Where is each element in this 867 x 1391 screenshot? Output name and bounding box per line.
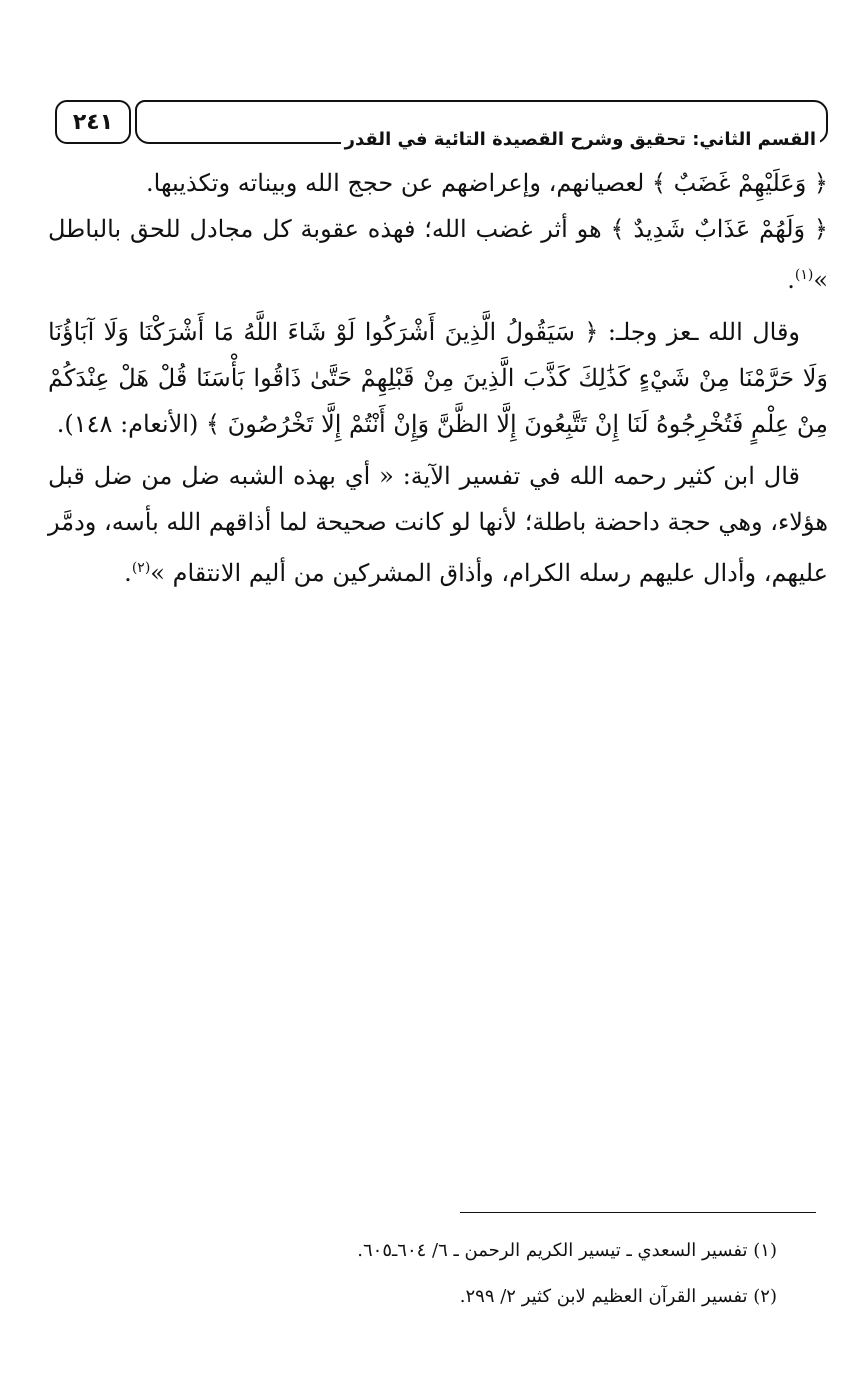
footnote-1: (١) تفسير السعدي ـ تيسير الكريم الرحمن ـ ٦/ ٦٠٤ـ٦٠٥. bbox=[357, 1240, 777, 1261]
footnote-ref-2: (٢) bbox=[131, 560, 151, 576]
page-number: ٢٤١ bbox=[72, 109, 114, 135]
footnote-separator bbox=[460, 1212, 816, 1213]
paragraph-ibn-kathir-text: قال ابن كثير رحمه الله في تفسير الآية: « أي بهذه الشبه ضل من ضل قبل هؤلاء، وهي حجة داحضة باطلة؛ لأنها لو كانت صحيحة لما أذاقهم الله بأسه، ودمَّر عليهم، وأدال عليهم رسله الكرام، وأذاق المشركين من أليم الانتقام » bbox=[48, 462, 828, 587]
running-title-box bbox=[135, 100, 828, 150]
footnote-ref-1: (١) bbox=[794, 267, 814, 283]
running-title: القسم الثاني: تحقيق وشرح القصيدة التائية في القدر bbox=[341, 129, 820, 150]
footnotes bbox=[97, 1228, 777, 1320]
paragraph-quran-quote: وقال الله ـعز وجلـ: ﴿ سَيَقُولُ الَّذِينَ أَشْرَكُوا لَوْ شَاءَ اللَّهُ مَا أَشْرَكْنَا وَلَا آبَاؤُنَا وَلَا حَرَّمْنَا مِنْ شَيْءٍ كَذَٰلِكَ كَذَّبَ الَّذِينَ مِنْ قَبْلِهِمْ حَتَّىٰ ذَاقُوا بَأْسَنَا قُلْ هَلْ عِنْدَكُمْ مِنْ عِلْمٍ فَتُخْرِجُوهُ لَنَا إِنْ تَتَّبِعُونَ إِلَّا الظَّنَّ وَإِنْ أَنْتُمْ إِلَّا تَخْرُصُونَ ﴾ (الأنعام: ١٤٨). bbox=[48, 318, 828, 438]
verse-line-1: ﴿ وَعَلَيْهِمْ غَضَبٌ ﴾ لعصيانهم، وإعراضهم عن حجج الله وبيناته وتكذيبها. bbox=[146, 169, 828, 197]
main-text bbox=[48, 160, 828, 602]
footnote-2: (٢) تفسير القرآن العظيم لابن كثير ٢/ ٢٩٩. bbox=[459, 1286, 777, 1307]
page-number-box bbox=[55, 100, 131, 144]
paragraph-ibn-kathir: قال ابن كثير رحمه الله في تفسير الآية: « أي بهذه الشبه ضل من ضل قبل هؤلاء، وهي حجة داحضة باطلة؛ لأنها لو كانت صحيحة لما أذاقهم الله بأسه، ودمَّر عليهم، وأدال عليهم رسله الكرام، وأذاق المشركين من أليم الانتقام »$^{(٢)}$. bbox=[48, 462, 828, 587]
verse-line-2: ﴿ وَلَهُمْ عَذَابٌ شَدِيدٌ ﴾ هو أثر غضب الله؛ فهذه عقوبة كل مجادل للحق بالباطل »$^{(١)}$. bbox=[48, 215, 828, 294]
page-header bbox=[55, 100, 828, 152]
verse-line-2-text: ﴿ وَلَهُمْ عَذَابٌ شَدِيدٌ ﴾ هو أثر غضب الله؛ فهذه عقوبة كل مجادل للحق بالباطل » bbox=[48, 215, 828, 294]
